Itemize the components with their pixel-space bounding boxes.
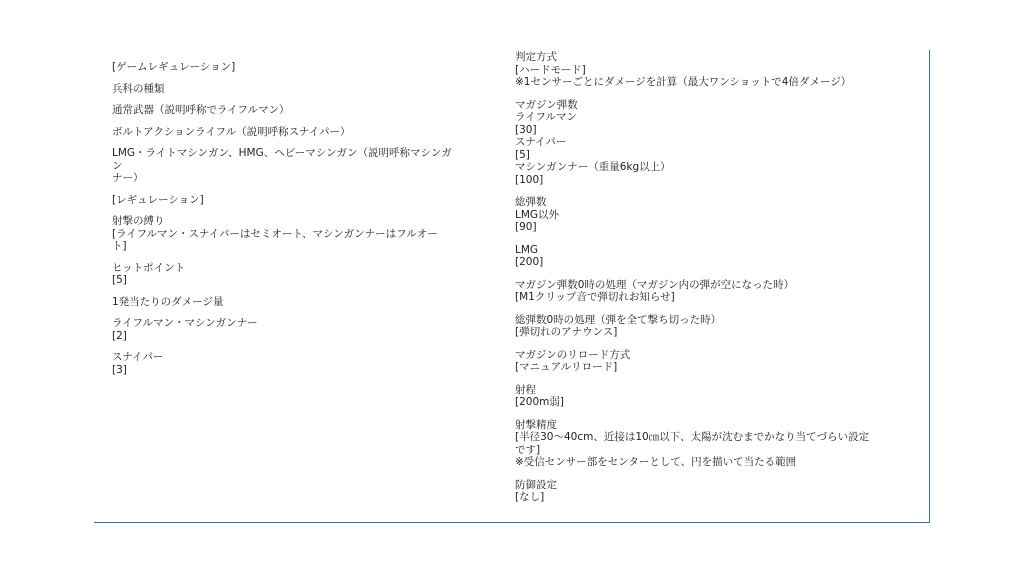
text-paragraph	[112, 83, 452, 96]
text-line: ヒットポイント	[112, 261, 186, 274]
text-line: [ハードモード]	[515, 63, 586, 76]
text-line: [5]	[112, 274, 127, 286]
text-paragraph	[515, 349, 875, 374]
text-line: 射撃精度	[515, 418, 557, 431]
text-line: マガジン弾数	[515, 98, 578, 111]
text-line: [3]	[112, 363, 127, 376]
text-line: [M1クリップ音で弾切れお知らせ]	[515, 291, 675, 303]
text-line: 通常武器（説明呼称でライフルマン）	[112, 104, 290, 116]
text-line: 射撃の縛り	[112, 215, 165, 227]
text-line: マガジンのリロード方式	[515, 348, 631, 361]
text-line: [30]	[515, 123, 537, 136]
text-line: ナー）	[112, 172, 144, 184]
text-paragraph	[515, 314, 875, 339]
text-paragraph	[515, 384, 875, 409]
text-paragraph	[112, 126, 452, 139]
text-paragraph	[515, 244, 875, 269]
text-line: [弾切れのアナウンス]	[515, 326, 618, 338]
text-line: [200]	[515, 256, 544, 268]
text-line: です]	[515, 443, 541, 456]
text-paragraph	[112, 61, 452, 74]
text-paragraph	[515, 99, 875, 187]
text-paragraph	[112, 194, 452, 207]
text-paragraph	[515, 196, 875, 234]
page-border-right	[929, 50, 930, 523]
text-paragraph	[515, 419, 875, 469]
text-line: ライフルマン・マシンガンナー	[112, 317, 258, 329]
text-line: ※1センサーごとにダメージを計算（最大ワンショットで4倍ダメージ）	[515, 76, 852, 88]
text-line: LMG・ライトマシンガン、HMG、ヘビーマシンガン（説明呼称マシンガン	[112, 147, 452, 172]
text-line: ※受信センサー部をセンターとして、円を描いて当たる範囲	[515, 456, 797, 468]
text-line: [2]	[112, 329, 127, 342]
text-line: [ゲームレギュレーション]	[112, 61, 236, 73]
text-paragraph	[112, 317, 452, 342]
text-line: 兵科の種類	[112, 82, 165, 95]
text-line: ボルトアクションライフル（説明呼称スナイパー）	[112, 125, 351, 138]
text-line: [200m弱]	[515, 396, 564, 408]
text-line: [マニュアルリロード]	[515, 361, 618, 373]
text-line: [100]	[515, 173, 544, 186]
text-paragraph	[515, 279, 875, 304]
right-text-column	[515, 51, 875, 525]
text-paragraph	[515, 479, 875, 504]
text-line: スナイパー	[515, 136, 567, 148]
text-line: 総弾数0時の処理（弾を全て撃ち切った時）	[515, 313, 722, 326]
text-paragraph	[112, 215, 452, 253]
text-line: スナイパー	[112, 351, 164, 363]
text-line: [なし]	[515, 491, 545, 503]
left-text-column	[112, 61, 452, 385]
text-line: 1発当たりのダメージ量	[112, 295, 224, 308]
text-paragraph	[112, 296, 452, 309]
text-line: [レギュレーション]	[112, 193, 204, 206]
text-line: 総弾数	[515, 196, 547, 208]
text-line: 射程	[515, 383, 536, 396]
text-paragraph	[112, 147, 452, 185]
text-paragraph	[112, 104, 452, 117]
text-line: 防御設定	[515, 478, 557, 491]
text-line: ライフルマン	[515, 111, 577, 123]
text-line: [半径30～40cm、近接は10㎝以下、太陽が沈むまでかなり当てづらい設定	[515, 431, 870, 443]
text-line: [ライフルマン・スナイパーはセミオート、マシンガンナーはフルオート]	[112, 227, 438, 252]
text-line: マシンガンナー（重量6kg以上）	[515, 161, 671, 173]
text-line: マガジン弾数0時の処理（マガジン内の弾が空になった時）	[515, 278, 795, 291]
text-line: [90]	[515, 221, 537, 233]
text-paragraph	[112, 262, 452, 287]
text-line: LMG	[515, 243, 539, 256]
text-line: 判定方式	[515, 51, 557, 63]
text-paragraph	[515, 51, 875, 89]
text-line: LMG以外	[515, 208, 560, 221]
text-line: [5]	[515, 148, 530, 161]
text-paragraph	[112, 351, 452, 376]
